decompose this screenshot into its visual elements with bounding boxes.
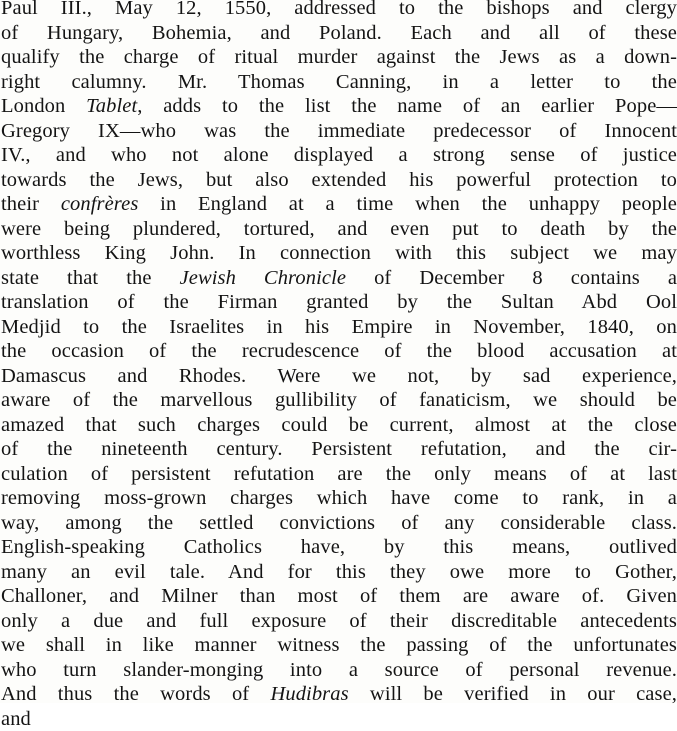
body-text [1, 0, 677, 731]
italic-term: Jewish Chronicle [180, 267, 347, 289]
text-line-25: Challoner, and Milner than most of them are aware of. Given [1, 584, 677, 609]
text-line-11: worthless King John. In connection with this subject we may [1, 241, 677, 266]
text-line-3: qualify the charge of ritual murder against the Jews as a down- [1, 45, 677, 70]
text-line-8: towards the Jews, but also extended his powerful protection to [1, 168, 677, 193]
text-line-23: English-speaking Catholics have, by this means, outlived [1, 535, 677, 560]
text-line-22: way, among the settled convictions of any considerable class. [1, 511, 677, 536]
text-line-1: Paul III., May 12, 1550, addressed to the bishops and clergy [1, 0, 677, 21]
text-line-30: and [1, 707, 677, 731]
text-line-9: their confrères in England at a time when the unhappy people [1, 192, 677, 217]
text-line-26: only a due and full exposure of their discreditable antecedents [1, 609, 677, 634]
text-line-5: London Tablet, adds to the list the name of an earlier Pope— [1, 94, 677, 119]
italic-term: Hudibras [270, 683, 348, 705]
text-line-13: translation of the Firman granted by the Sultan Abd Ool [1, 290, 677, 315]
text-line-20: culation of persistent refutation are the only means of at last [1, 462, 677, 487]
text-line-18: amazed that such charges could be current, almost at the close [1, 413, 677, 438]
text-line-7: IV., and who not alone displayed a strong sense of justice [1, 143, 677, 168]
text-line-21: removing moss-grown charges which have come to rank, in a [1, 486, 677, 511]
italic-term: confrères [61, 193, 139, 215]
italic-term: Tablet [86, 95, 137, 117]
text-line-6: Gregory IX—who was the immediate predecessor of Innocent [1, 119, 677, 144]
text-line-12: state that the Jewish Chronicle of December 8 contains a [1, 266, 677, 291]
text-line-14: Medjid to the Israelites in his Empire in November, 1840, on [1, 315, 677, 340]
text-line-16: Damascus and Rhodes. Were we not, by sad experience, [1, 364, 677, 389]
text-line-19: of the nineteenth century. Persistent refutation, and the cir- [1, 437, 677, 462]
text-line-10: were being plundered, tortured, and even put to death by the [1, 217, 677, 242]
text-line-2: of Hungary, Bohemia, and Poland. Each and all of these [1, 21, 677, 46]
text-line-28: who turn slander-monging into a source of personal revenue. [1, 658, 677, 683]
text-line-17: aware of the marvellous gullibility of fanaticism, we should be [1, 388, 677, 413]
text-line-15: the occasion of the recrudescence of the blood accusation at [1, 339, 677, 364]
text-line-29: And thus the words of Hudibras will be verified in our case, [1, 682, 677, 707]
text-line-24: many an evil tale. And for this they owe more to Gother, [1, 560, 677, 585]
text-line-27: we shall in like manner witness the passing of the unfortunates [1, 633, 677, 658]
text-line-4: right calumny. Mr. Thomas Canning, in a letter to the [1, 70, 677, 95]
